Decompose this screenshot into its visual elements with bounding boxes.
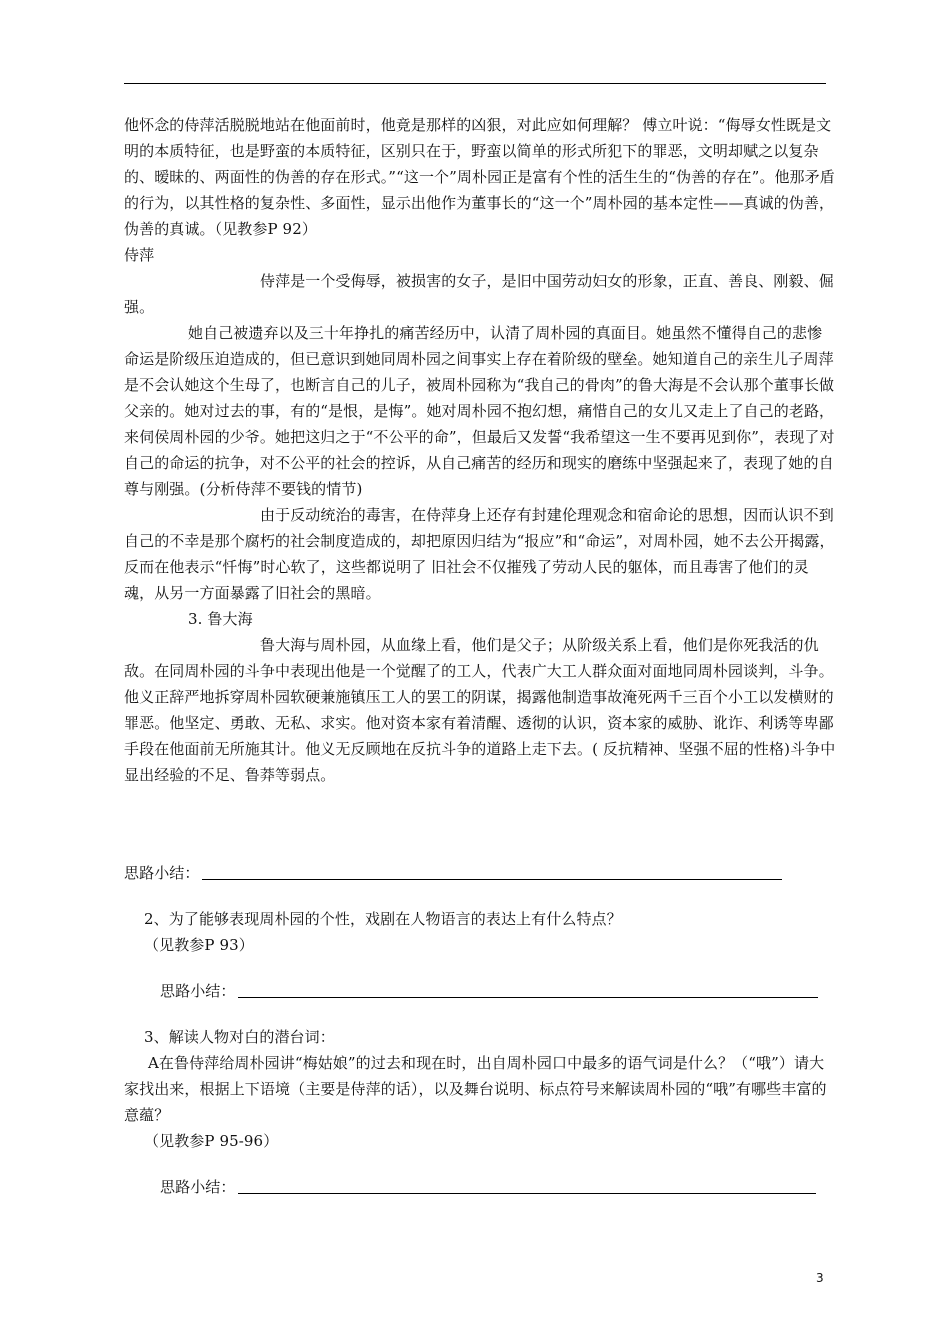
question-2: 2、为了能够表现周朴园的个性，戏剧在人物语言的表达上有什么特点？ — [144, 910, 622, 928]
summary-1 — [124, 860, 836, 886]
shiping-heading: 侍萍 — [124, 246, 155, 264]
question-3-text: A在鲁侍萍给周朴园讲“梅姑娘”的过去和现在时，出自周朴园口中最多的语气词是什么？（“哦”）请大家找出来，根据上下语境（主要是侍萍的话），以及舞台说明、标点符号来解读周朴园的“哦”有哪些丰富的意蕴？ — [124, 1054, 827, 1124]
summary-2 — [124, 978, 836, 1004]
question-3-title: 3、解读人物对白的潜台词： — [144, 1028, 335, 1046]
ludahai-paragraph: 鲁大海与周朴园，从血缘上看，他们是父子；从阶级关系上看，他们是你死我活的仇敌。在同周朴园的斗争中表现出他是一个觉醒了的工人，代表广大工人群众面对面地同周朴园谈判，斗争。他义正辞严地拆穿周朴园软硬兼施镇压工人的罢工的阴谋，揭露他制造事故淹死两千三百个小工以发横财的罪恶。他坚定、勇敢、无私、求实。他对资本家有着清醒、透彻的认识，资本家的威胁、讹诈、利诱等卑鄙手段在他面前无所施其计。他义无反顾地在反抗斗争的道路上走下去。( 反抗精神、坚强不屈的性格)斗争中显出经验的不足、鲁莽等弱点。 — [124, 636, 836, 784]
summary-label: 思路小结： — [160, 982, 236, 1000]
shiping-paragraph-2: 她自己被遗弃以及三十年挣扎的痛苦经历中，认清了周朴园的真面目。她虽然不懂得自己的悲惨命运是阶级压迫造成的，但已意识到她同周朴园之间事实上存在着阶级的壁垒。她知道自己的亲生儿子周萍是不会认她这个生母了，也断言自己的儿子，被周朴园称为“我自己的骨肉”的鲁大海是不会认那个董事长做父亲的。她对过去的事，有的“是恨，是悔”。她对周朴园不抱幻想，痛惜自己的女儿又走上了自己的老路，来伺侯周朴园的少爷。她把这归之于“不公平的命”，但最后又发誓“我希望这一生不要再见到你”，表现了对自己的命运的抗争，对不公平的社会的控诉，从自己痛苦的经历和现实的磨练中坚强起来了，表现了她的自尊与刚强。(分析侍萍不要钱的情节) — [124, 324, 835, 498]
question-2-ref: （见教参P 93） — [144, 936, 254, 954]
summary-1-blank[interactable] — [202, 879, 782, 880]
page-content — [124, 112, 836, 1200]
shiping-paragraph-1: 侍萍是一个受侮辱，被损害的女子，是旧中国劳动妇女的形象，正直、善良、刚毅、倔强。 — [124, 272, 834, 316]
header-rule — [124, 83, 826, 84]
summary-2-blank[interactable] — [238, 997, 818, 998]
question-3-ref: （见教参P 95-96） — [144, 1132, 279, 1150]
page-number: 3 — [816, 1271, 824, 1285]
summary-label: 思路小结： — [160, 1178, 236, 1196]
summary-3-blank[interactable] — [238, 1193, 816, 1194]
summary-3 — [124, 1174, 836, 1200]
intro-paragraph: 他怀念的侍萍活脱脱地站在他面前时，他竟是那样的凶狠，对此应如何理解？ 傅立叶说：“侮辱女性既是文明的本质特征，也是野蛮的本质特征，区别只在于，野蛮以简单的形式所犯下的罪恶，文明却赋之以复杂的、暧昧的、两面性的伪善的存在形式。”“这一个”周朴园正是富有个性的活生生的“伪善的存在”。他那矛盾的行为，以其性格的复杂性、多面性，显示出他作为董事长的“这一个”周朴园的基本定性——真诚的伪善，伪善的真诚。（见教参P 92） — [124, 116, 835, 238]
shiping-paragraph-3: 由于反动统治的毒害，在侍萍身上还存有封建伦理观念和宿命论的思想，因而认识不到自己的不幸是那个腐朽的社会制度造成的，却把原因归结为“报应”和“命运”，对周朴园，她不去公开揭露，反而在他表示“忏悔”时心软了，这些都说明了 旧社会不仅摧残了劳动人民的躯体，而且毒害了他们的灵魂，从另一方面暴露了旧社会的黑暗。 — [124, 506, 835, 602]
summary-label: 思路小结： — [124, 864, 200, 882]
ludahai-heading: 3. 鲁大海 — [188, 610, 253, 628]
